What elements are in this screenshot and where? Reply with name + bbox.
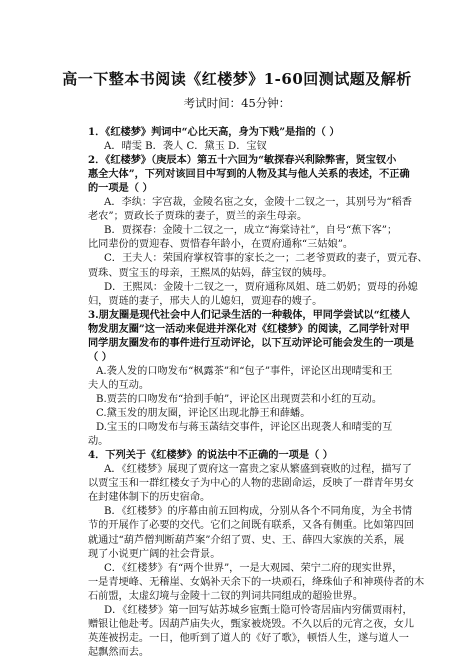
text-line: （ ） [88, 350, 112, 363]
text-line: 2．《红楼梦》（庚辰本）第五十六回为“敏探春兴利除弊害，贤宝钗小 [88, 154, 397, 167]
text-line: D.宝玉的口吻发布与蒋玉菡结交事件，评论区出现袭人和晴雯的互 [96, 422, 393, 434]
text-line: 石前盟，太虚幻境与金陵十二钗的判词共同组成的超验世界。 [88, 590, 364, 602]
text-line: 3.朋友圈是现代社会中人们记录生活的一种载体，甲同学尝试以“红楼人 [88, 308, 411, 321]
text-line: B.贾芸的口吻发布“拾到手帕”，评论区出现贾芸和小红的互动。 [96, 394, 383, 405]
text-line: 4．下列关于《红楼梦》的说法中不正确的一项是（ ） [88, 449, 333, 462]
text-line: B．《红楼梦》的序幕由前五回构成，分别从各个不同角度，为全书情 [104, 506, 413, 518]
text-line: 英莲被拐走。一日，他听到了道人的《好了歌》，顿悟人生，遂与道人一 [88, 632, 409, 644]
text-line: 1．《红楼梦》判词中“心比天高，身为下贱”是指的（ ） [88, 126, 340, 138]
text-line: 物发朋友圈”这一活动来促进并深化对《红楼梦》的阅读，乙同学针对甲 [88, 322, 410, 335]
text-line: 比同辈份的贾迎春、贾惜春年龄小，在贾府通称“三姑娘”。 [88, 239, 354, 251]
text-line: B．贾探春：金陵十二钗之一，成立“海棠诗社”，自号“蕉下客”； [104, 225, 398, 237]
text-line: D．王熙凤：金陵十二钗之一，贾府通称凤姐、琏二奶奶；贾母的孙媳 [104, 281, 418, 293]
text-line: A．《红楼梦》展现了贾府这一富贵之家从繁盛到衰败的过程，描写了 [104, 464, 412, 476]
text-line: 老农”；贾政长子贾珠的妻子，贾兰的亲生母亲。 [88, 211, 308, 223]
text-line: 在封建体制下的历史宿命。 [88, 492, 211, 504]
text-line: 惠全大体”，下列对该回目中写到的人物及其与他人关系的表述，不正确 [88, 168, 410, 181]
text-line: 现了小说更广阔的社会背景。 [88, 548, 221, 560]
text-line: A．李纨：字宫裁，金陵名宦之女，金陵十二钗之一，其别号为“稻香 [104, 197, 412, 209]
text-line: C．《红楼梦》有“两个世界”，一是大观园、荣宁二府的现实世界， [104, 562, 403, 574]
text-line: 节的开展作了必要的交代。它们之间既有联系，又各有侧重。比如第四回 [88, 520, 414, 532]
text-line: A．晴雯 B．袭人 C．黛玉 D．宝钗 [104, 141, 267, 153]
text-line: D．《红楼梦》第一回写姑苏城乡宦甄士隐可怜寄居庙内穷儒贾雨村， [104, 604, 413, 616]
text-line: C．王夫人：荣国府掌权管事的家长之一；二老爷贾政的妻子，贾元春、 [104, 253, 428, 265]
exam-duration: 考试时间：45分钟： [183, 96, 291, 110]
text-line: 动。 [88, 436, 109, 448]
text-line: 赠银让他赴考。因葫芦庙失火，甄家被烧毁。不久以后的元宵之夜，女儿 [88, 618, 414, 630]
text-line: 一是青埂峰、无稽崖、女娲补天余下的一块顽石，绛珠仙子和神瑛侍者的木 [88, 576, 425, 588]
text-line: 以贾宝玉和一群红楼女子为中心的人物的悲剧命运，反映了一群青年男女 [88, 478, 414, 490]
text-line: A.袭人发的口吻发布“枫露茶”和“包子”事件，评论区出现晴雯和王 [96, 365, 393, 377]
text-line: 就通过“葫芦僧判断葫芦案”介绍了贾、史、王、薛四大家族的关系，展 [88, 534, 405, 546]
text-line: 妇，贾琏的妻子，邢夫人的儿媳妇，贾迎春的嫂子。 [88, 295, 323, 307]
text-line: 的一项是（ ） [88, 182, 153, 195]
text-line: 起飘然而去。 [88, 646, 150, 658]
text-line: C.黛玉发的朋友圈，评论区出现北静王和薛蟠。 [96, 408, 311, 420]
text-line: 贾珠、贾宝玉的母亲，王熙凤的姑妈，薛宝钗的姨母。 [88, 267, 333, 279]
page-title: 高一下整本书阅读《红楼梦》1-60回测试题及解析 [62, 70, 412, 88]
text-line: 同学朋友圈发布的事件进行互动评论，以下互动评论可能会发生的一项是 [88, 336, 414, 349]
text-line: 夫人的互动。 [88, 379, 150, 391]
